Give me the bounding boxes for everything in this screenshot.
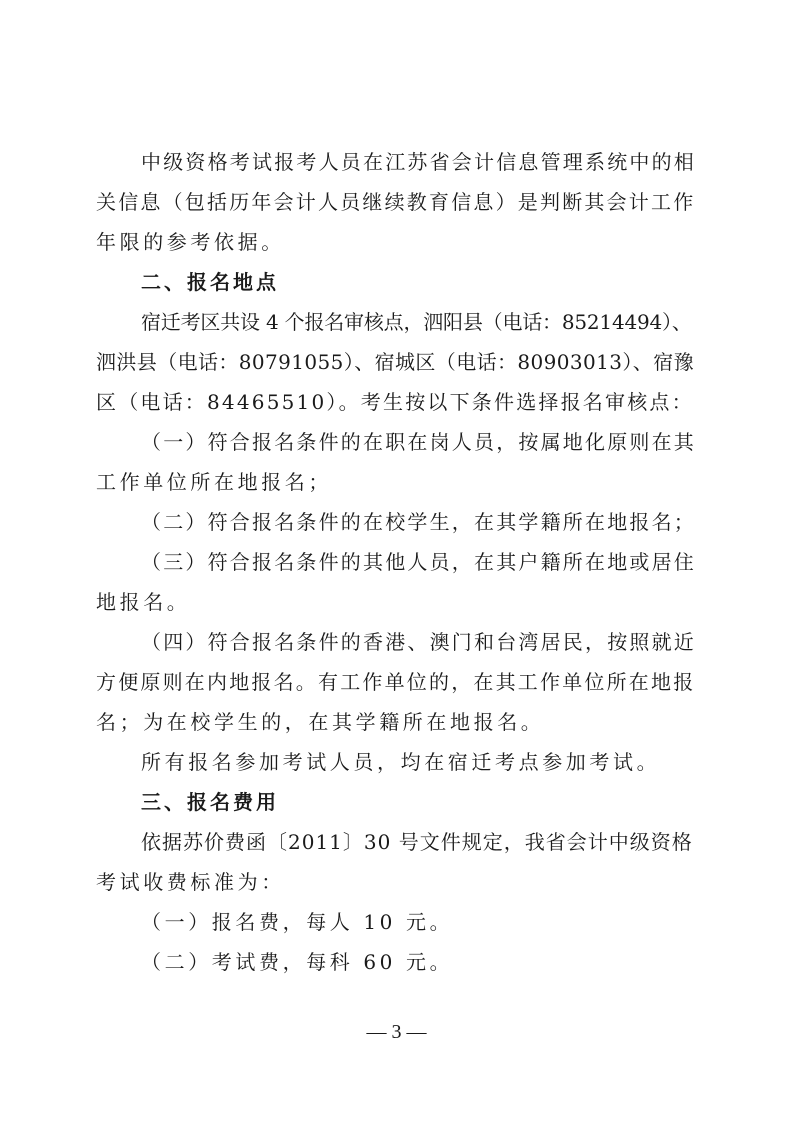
paragraph-line: （一）符合报名条件的在职在岗人员，按属地化原则在其 bbox=[141, 430, 696, 454]
paragraph-line: 依据苏价费函〔2011〕30 号文件规定，我省会计中级资格 bbox=[141, 830, 693, 854]
paragraph-line: 关信息（包括历年会计人员继续教育信息）是判断其会计工作 bbox=[96, 190, 696, 214]
paragraph-line: 中级资格考试报考人员在江苏省会计信息管理系统中的相 bbox=[141, 150, 696, 174]
paragraph-line: 工作单位所在地报名； bbox=[96, 470, 332, 494]
paragraph-line: 地报名。 bbox=[96, 590, 191, 614]
paragraph-line: 方便原则在内地报名。有工作单位的，在其工作单位所在地报 bbox=[96, 670, 696, 694]
paragraph-line: （二）符合报名条件的在校学生，在其学籍所在地报名； bbox=[141, 510, 696, 534]
section-heading: 三、报名费用 bbox=[141, 790, 279, 814]
paragraph-line: 泗洪县（电话：80791055）、宿城区（电话：80903013）、宿豫 bbox=[96, 350, 694, 374]
paragraph-line: （四）符合报名条件的香港、澳门和台湾居民，按照就近 bbox=[141, 630, 696, 654]
paragraph-line: 考试收费标准为： bbox=[96, 870, 285, 894]
paragraph-line: 区（电话：84465510）。考生按以下条件选择报名审核点： bbox=[96, 390, 694, 414]
section-heading: 二、报名地点 bbox=[141, 270, 279, 294]
paragraph-line: 宿迁考区共设 4 个报名审核点，泗阳县（电话：85214494）、 bbox=[141, 310, 692, 334]
paragraph-line: 年限的参考依据。 bbox=[96, 230, 285, 254]
paragraph-line: 名；为在校学生的，在其学籍所在地报名。 bbox=[96, 710, 545, 734]
paragraph-line: （三）符合报名条件的其他人员，在其户籍所在地或居住 bbox=[141, 550, 696, 574]
paragraph-line: （二）考试费，每科 60 元。 bbox=[141, 950, 454, 974]
paragraph-line: 所有报名参加考试人员，均在宿迁考点参加考试。 bbox=[141, 750, 661, 774]
paragraph-line: （一）报名费，每人 10 元。 bbox=[141, 910, 454, 934]
page-number: — 3 — bbox=[366, 1021, 427, 1043]
